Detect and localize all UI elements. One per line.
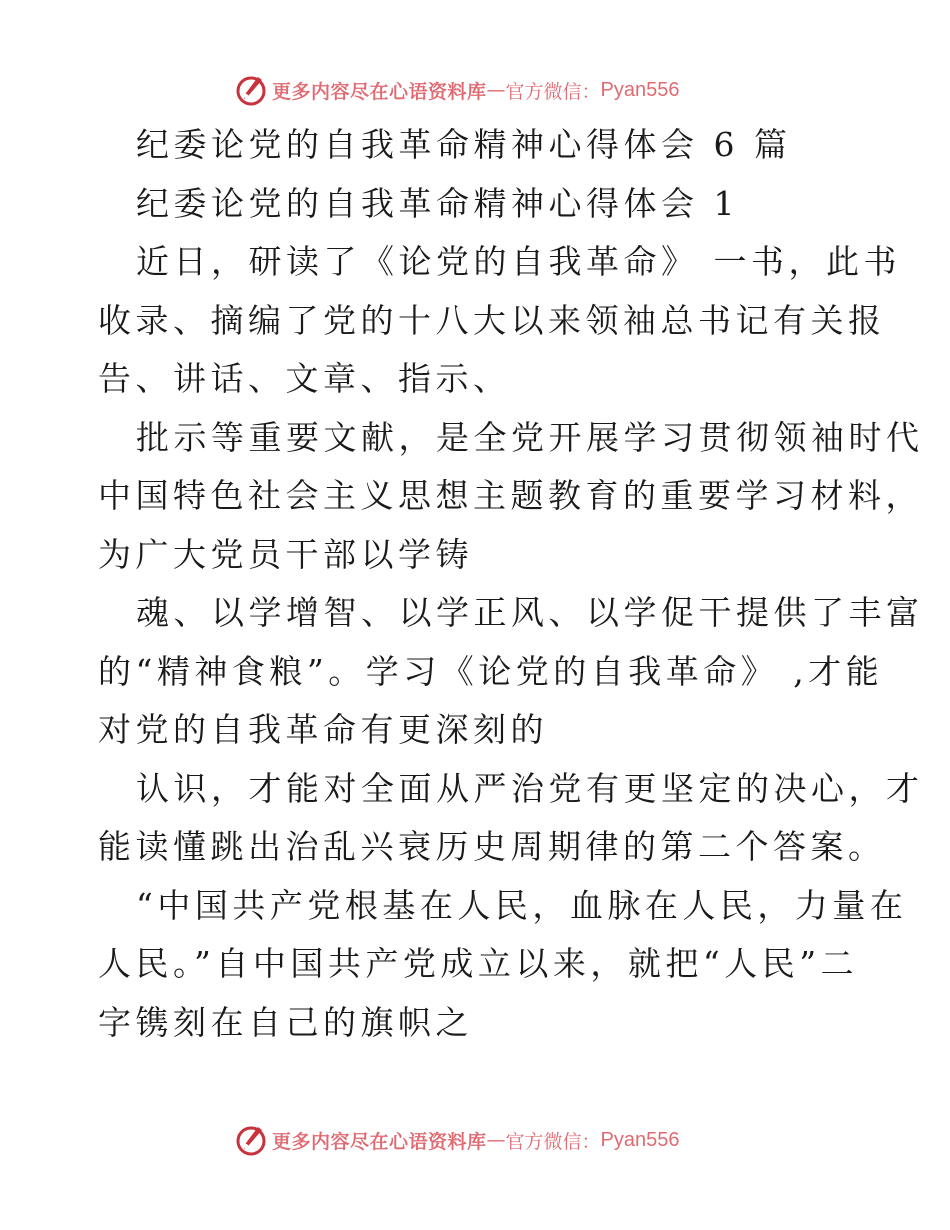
banner-wechat-id: Pyan556 (600, 78, 680, 101)
banner-wechat-id: Pyan556 (600, 1128, 680, 1151)
paragraph-line: 魂、以学增智、以学正风、以学促干提供了丰富 (136, 593, 924, 632)
footer-banner (234, 1122, 794, 1158)
paragraph-line: 为广大党员干部以学铸 (98, 534, 473, 574)
paragraph-line: 告、讲话、文章、指示、 (98, 359, 511, 398)
paragraph-line: 能读懂跳出治乱兴衰历史周期律的第二个答案。 (98, 827, 886, 866)
paragraph-line: “中国共产党根基在人民，血脉在人民，力量在 (136, 885, 908, 925)
paragraph-line: 人民。”自中国共产党成立以来，就把“人民”二 (98, 944, 859, 983)
paragraph-line: 近日，研读了《论党的自我革命》 一书，此书 (136, 242, 901, 281)
banner-dash: — (486, 79, 506, 101)
banner-wechat-label: 官方微信： (505, 80, 601, 103)
paragraph-line: 对党的自我革命有更深刻的 (98, 710, 548, 749)
paragraph-line: 的“精神食粮”。学习《论党的自我革命》 ,才能 (98, 651, 884, 691)
header-banner (234, 72, 794, 108)
banner-wechat-label: 官方微信： (505, 1130, 601, 1153)
document-body (98, 116, 924, 1052)
paragraph-line: 收录、摘编了党的十八大以来领袖总书记有关报 (98, 300, 886, 340)
section-heading: 纪委论党的自我革命精神心得体会 1 (136, 183, 739, 223)
banner-dash: — (486, 1129, 506, 1151)
banner-title: 更多内容尽在心语资料库 (272, 80, 487, 103)
doc-title: 纪委论党的自我革命精神心得体会 6 篇 (136, 125, 792, 164)
banner-title: 更多内容尽在心语资料库 (272, 1130, 487, 1153)
quill-pen-circle-icon (234, 1123, 268, 1157)
quill-pen-circle-icon (234, 73, 268, 107)
paragraph-line: 批示等重要文献，是全党开展学习贯彻领袖时代 (136, 417, 924, 457)
paragraph-line: 中国特色社会主义思想主题教育的重要学习材料， (98, 476, 923, 515)
paragraph-line: 字镌刻在自己的旗帜之 (98, 1002, 473, 1042)
paragraph-line: 认识，才能对全面从严治党有更坚定的决心，才 (136, 768, 924, 808)
